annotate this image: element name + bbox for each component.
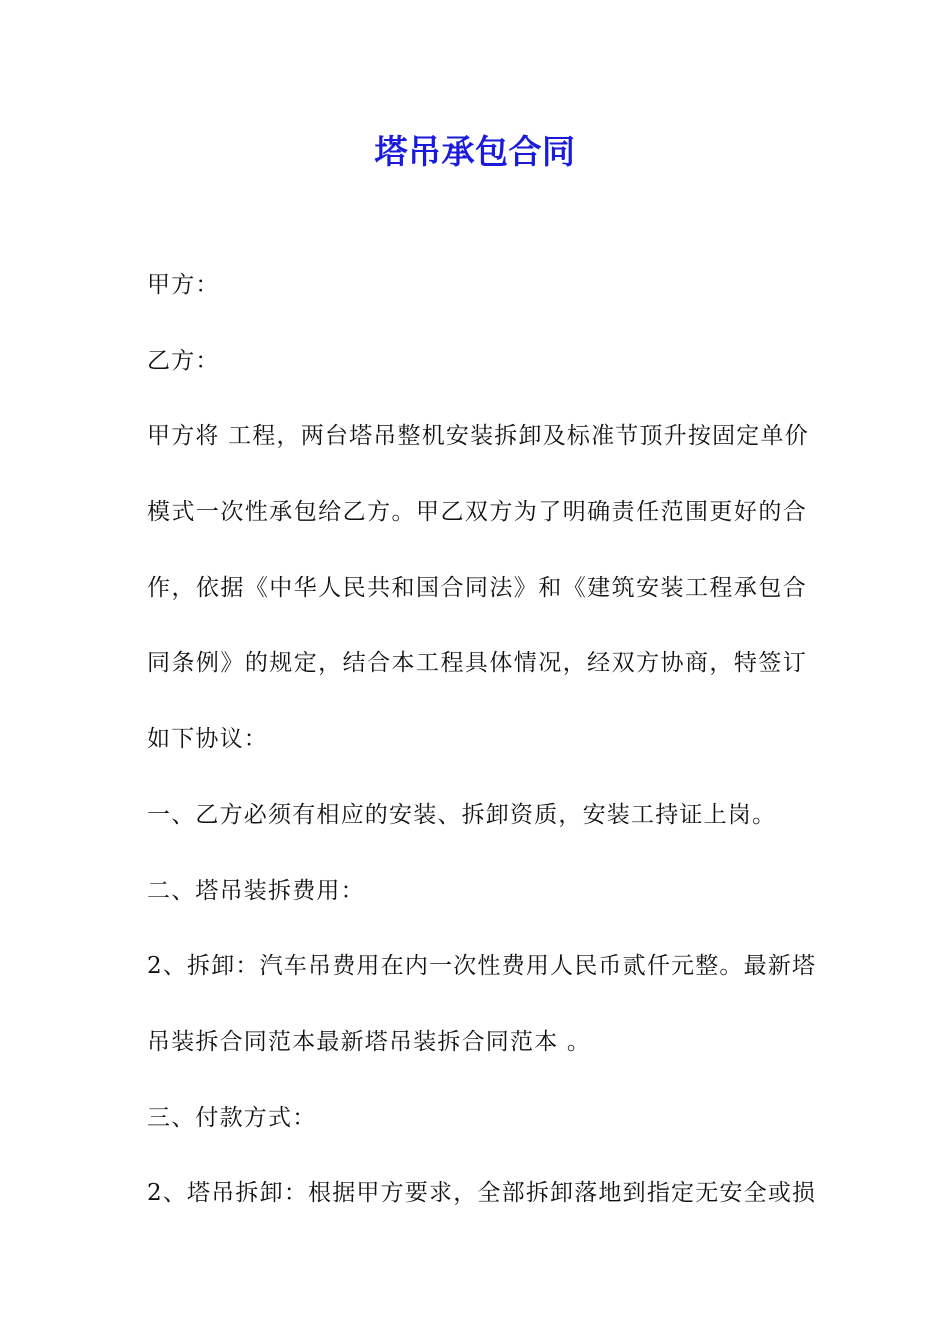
party-b-line: 乙方： [147,347,220,374]
paragraph-line: 同条例》的规定，结合本工程具体情况，经双方协商，特签订 [147,650,807,677]
paragraph-line: 模式一次性承包给乙方。甲乙双方为了明确责任范围更好的合 [147,499,807,526]
paragraph-line: 作，依据《中华人民共和国合同法》和《建筑安装工程承包合 [147,574,807,601]
paragraph-line: 甲方将 工程，两台塔吊整机安装拆卸及标准节顶升按固定单价 [147,423,809,450]
clause-2-heading: 二、塔吊装拆费用： [147,877,365,904]
document-body [147,262,817,1246]
clause-2-item-line: 吊装拆合同范本最新塔吊装拆合同范本 。 [147,1028,592,1055]
clause-1-line: 一、乙方必须有相应的安装、拆卸资质，安装工持证上岗。 [147,801,777,828]
clause-3-heading: 三、付款方式： [147,1104,317,1131]
clause-2-item-line: 2、拆卸：汽车吊费用在内一次性费用人民币贰仟元整。最新塔 [147,953,817,980]
clause-3-item-line: 2、塔吊拆卸：根据甲方要求，全部拆卸落地到指定无安全或损 [147,1180,817,1207]
party-a-line: 甲方： [147,272,220,298]
paragraph-line: 如下协议： [147,726,268,753]
document-title: 塔吊承包合同 [374,132,576,171]
